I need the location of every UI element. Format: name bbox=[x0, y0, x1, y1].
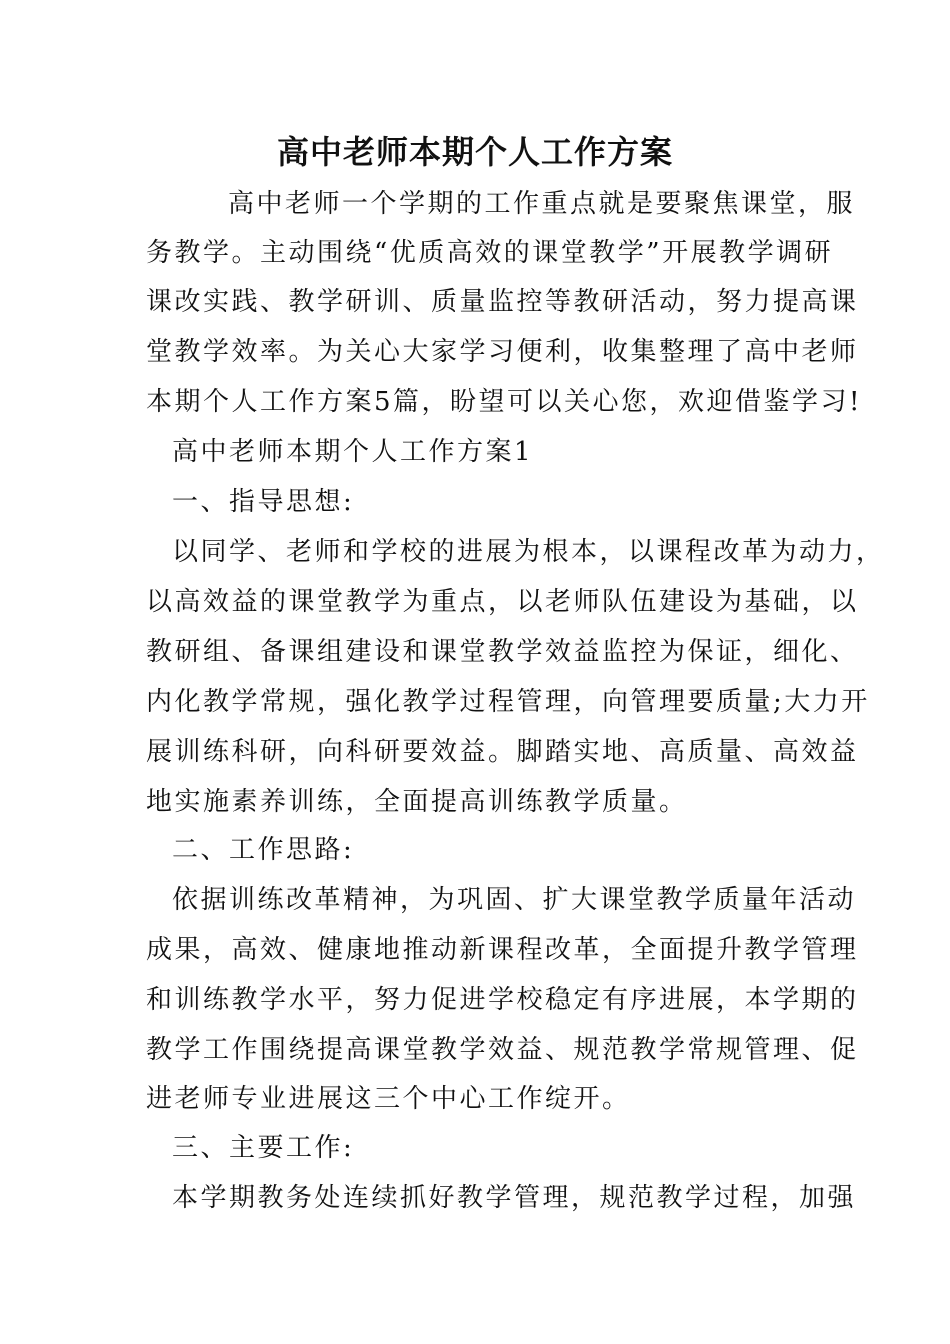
intro-line: 堂教学效率。为关心大家学习便利，收集整理了高中老师 bbox=[146, 337, 859, 367]
paragraph-line: 教研组、备课组建设和课堂教学效益监控为保证，细化、 bbox=[146, 637, 859, 667]
paragraph-line: 和训练教学水平，努力促进学校稳定有序进展，本学期的 bbox=[146, 985, 859, 1015]
document-title: 高中老师本期个人工作方案 bbox=[276, 133, 673, 171]
heading-main-work: 三、主要工作: bbox=[172, 1133, 355, 1163]
paragraph-line: 以同学、老师和学校的进展为根本，以课程改革为动力， bbox=[172, 537, 885, 567]
intro-line: 高中老师一个学期的工作重点就是要聚焦课堂，服 bbox=[228, 189, 856, 219]
paragraph-line: 成果，高效、健康地推动新课程改革，全面提升教学管理 bbox=[146, 935, 859, 965]
heading-work-approach: 二、工作思路: bbox=[172, 835, 355, 865]
section-title: 高中老师本期个人工作方案1 bbox=[172, 437, 534, 467]
intro-line: 本期个人工作方案5篇，盼望可以关心您，欢迎借鉴学习! bbox=[146, 387, 862, 417]
paragraph-line: 依据训练改革精神，为巩固、扩大课堂教学质量年活动 bbox=[172, 885, 857, 915]
paragraph-line: 本学期教务处连续抓好教学管理，规范教学过程，加强 bbox=[172, 1183, 857, 1213]
paragraph-line: 教学工作围绕提高课堂教学效益、规范教学常规管理、促 bbox=[146, 1035, 859, 1065]
intro-line: 课改实践、教学研训、质量监控等教研活动，努力提高课 bbox=[146, 287, 859, 317]
heading-guiding-thought: 一、指导思想: bbox=[172, 487, 355, 517]
paragraph-line: 以高效益的课堂教学为重点，以老师队伍建设为基础，以 bbox=[146, 587, 859, 617]
intro-line: 务教学。主动围绕“优质高效的课堂教学”开展教学调研 bbox=[146, 238, 834, 268]
paragraph-line: 展训练科研，向科研要效益。脚踏实地、高质量、高效益 bbox=[146, 737, 859, 767]
paragraph-line: 内化教学常规，强化教学过程管理，向管理要质量;大力开 bbox=[146, 687, 870, 717]
paragraph-line: 地实施素养训练，全面提高训练教学质量。 bbox=[146, 787, 688, 817]
paragraph-line: 进老师专业进展这三个中心工作绽开。 bbox=[146, 1084, 631, 1114]
